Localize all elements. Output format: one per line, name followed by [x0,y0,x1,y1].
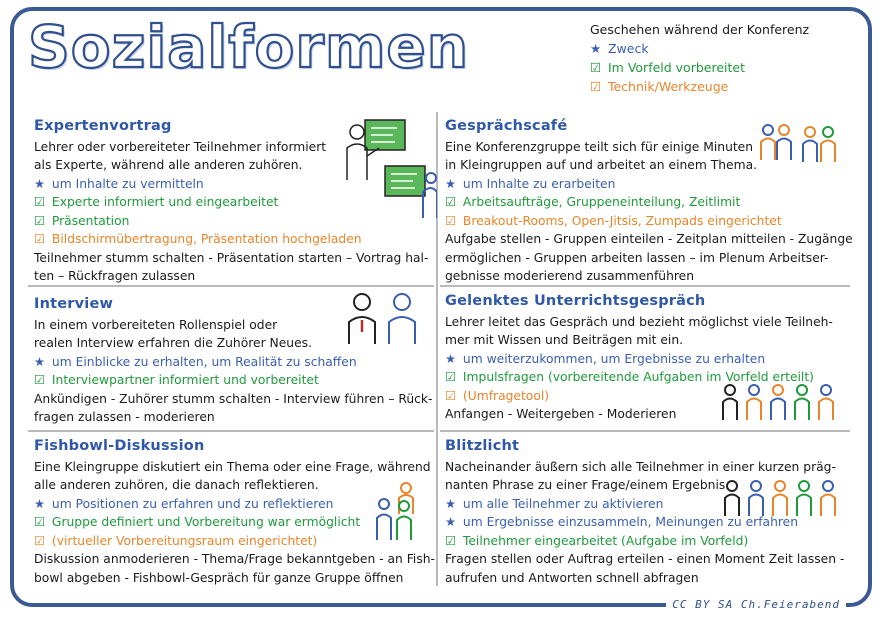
section-line: ☑ Experte informiert und eingearbeitet [34,193,428,212]
section-title: Blitzlicht [445,438,520,454]
star-icon: ★ [34,496,46,511]
section-line: gebnisse moderierend zusammenführen [445,269,695,283]
star-icon: ★ [34,354,46,369]
interview-illustration [344,290,424,346]
section-line: ☑ Gruppe definiert und Vorbereitung war ermöglicht [34,513,435,532]
section-lines [445,458,844,588]
section-line: ☑ (Umfragetool) [445,387,833,406]
checkbox-icon: ☑ [445,213,457,228]
section-title: Expertenvortrag [34,118,172,134]
checkbox-icon: ☑ [445,370,457,384]
checkbox-icon: ☑ [34,195,46,209]
row-divider [440,430,850,432]
section-line: Fragen stellen oder Auftrag erteilen - einen Moment Zeit lassen - [445,552,845,566]
legend-heading: Geschehen während der Konferenz [590,22,810,37]
page-title: Sozialformen [28,13,470,81]
checkbox-icon: ☑ [34,515,46,529]
presenter-illustration [345,118,437,224]
fishbowl-illustration [372,480,424,542]
checkbox-icon: ☑ [590,79,602,94]
checkbox-icon: ☑ [590,60,602,75]
section-line: ★ um Inhalte zu erarbeiten [445,175,853,194]
section-line: ☑ Teilnehmer eingearbeitet (Aufgabe im Vorfeld) [445,532,844,551]
section-line: bowl abgeben - Fishbowl-Gespräch für ganze Gruppe öffnen [34,570,404,585]
section-line: ★ um Einblicke zu erhalten, um Realität zu schaffen [34,353,432,372]
section-line: Ankündigen - Zuhörer stumm schalten - Interview führen – Rück- [34,391,433,406]
section-title: Interview [34,296,114,312]
section-line: Lehrer leitet das Gespräch und bezieht möglichst viele Teilneh- [445,314,833,329]
legend [590,20,809,96]
section-title: Gesprächscafé [445,118,568,134]
section-line: realen Interview erfahren die Zuhörer Neues. [34,336,312,350]
section-line: ★ um Positionen zu erfahren und zu reflektieren [34,495,435,514]
star-icon: ★ [34,176,46,191]
section-line: Diskussion anmoderieren - Thema/Frage bekanntgeben - an Fish- [34,552,435,566]
section-line: Eine Kleingruppe diskutiert ein Thema oder eine Frage, während [34,459,431,474]
section-line: ☑ Arbeitsaufträge, Gruppeneinteilung, Zeitlimit [445,193,853,212]
checkbox-icon: ☑ [34,213,46,228]
section-line: ermöglichen - Gruppen arbeiten lassen – im Plenum Arbeitser- [445,250,829,265]
legend-item-prepared: ☑ Im Vorfeld vorbereitet [590,60,745,75]
section-line: ☑ Präsentation [34,212,428,231]
section-line: fragen zulassen - moderieren [34,410,215,424]
section-title: Fishbowl-Diskussion [34,438,205,454]
star-icon: ★ [445,515,457,529]
section-title: Gelenktes Unterrichtsgespräch [445,293,706,309]
section-line: ★ um alle Teilnehmer zu aktivieren [445,495,844,514]
section-line: alle anderen zuhören, die danach reflektieren. [34,478,319,492]
checkbox-icon: ☑ [34,373,46,387]
legend-item-purpose: ★ Zweck [590,41,649,56]
license-footer: CC BY SA Ch.Feierabend [666,598,846,611]
checkbox-icon: ☑ [34,232,46,246]
section-line: aufrufen und Antworten schnell abfragen [445,570,699,585]
presentation-board-icon [365,120,425,196]
section-line: ☑ Bildschirmübertragung, Präsentation hochgeladen [34,230,428,249]
group-illustration [758,122,842,162]
section-line: Nacheinander äußern sich alle Teilnehmer in einer kurzen präg- [445,459,836,474]
section-line: Eine Konferenzgruppe teilt sich für einige Minuten [445,139,754,154]
section-line: Teilnehmer stumm schalten - Präsentation starten – Vortrag hal- [34,250,429,265]
row-divider [28,430,434,432]
flash-round-illustration [722,478,846,518]
checkbox-icon: ☑ [445,533,457,548]
section-line: ☑ (virtueller Vorbereitungsraum eingerichtet) [34,532,435,551]
section-line: als Experte, während alle anderen zuhören. [34,158,303,172]
section-line: Aufgabe stellen - Gruppen einteilen - Zeitplan mitteilen - Zugänge [445,232,853,246]
section-line: ☑ Breakout-Rooms, Open-Jitsis, Zumpads eingerichtet [445,212,853,231]
section-line: nanten Phrase zu einer Frage/einem Ergebnis. [445,478,730,492]
section-line: Lehrer oder vorbereiteter Teilnehmer informiert [34,139,327,154]
section-line: Anfangen - Weitergeben - Moderieren [445,407,677,421]
class-illustration [720,382,844,422]
star-icon: ★ [590,41,602,56]
section-line: ★ um weiterzukommen, um Ergebnisse zu erhalten [445,350,833,369]
section-line: ★ um Inhalte zu vermitteln [34,175,428,194]
section-line: in Kleingruppen auf und arbeitet an einem Thema. [445,158,758,172]
section-line: In einem vorbereiteten Rollenspiel oder [34,317,278,332]
star-icon: ★ [445,176,457,191]
checkbox-icon: ☑ [445,388,457,403]
checkbox-icon: ☑ [445,195,457,209]
star-icon: ★ [445,496,457,511]
legend-item-tools: ☑ Technik/Werkzeuge [590,79,729,94]
section-line: mer mit Wissen und Beiträgen mit ein. [445,333,684,347]
section-line: ★ um Ergebnisse einzusammeln, Meinungen zu erfahren [445,513,844,532]
section-line: ☑ Impulsfragen (vorbereitende Aufgaben im Vorfeld erteilt) [445,368,833,387]
section-line: ☑ Interviewpartner informiert und vorbereitet [34,371,432,390]
checkbox-icon: ☑ [34,533,46,548]
star-icon: ★ [445,351,457,366]
section-line: ten – Rückfragen zulassen [34,269,196,283]
